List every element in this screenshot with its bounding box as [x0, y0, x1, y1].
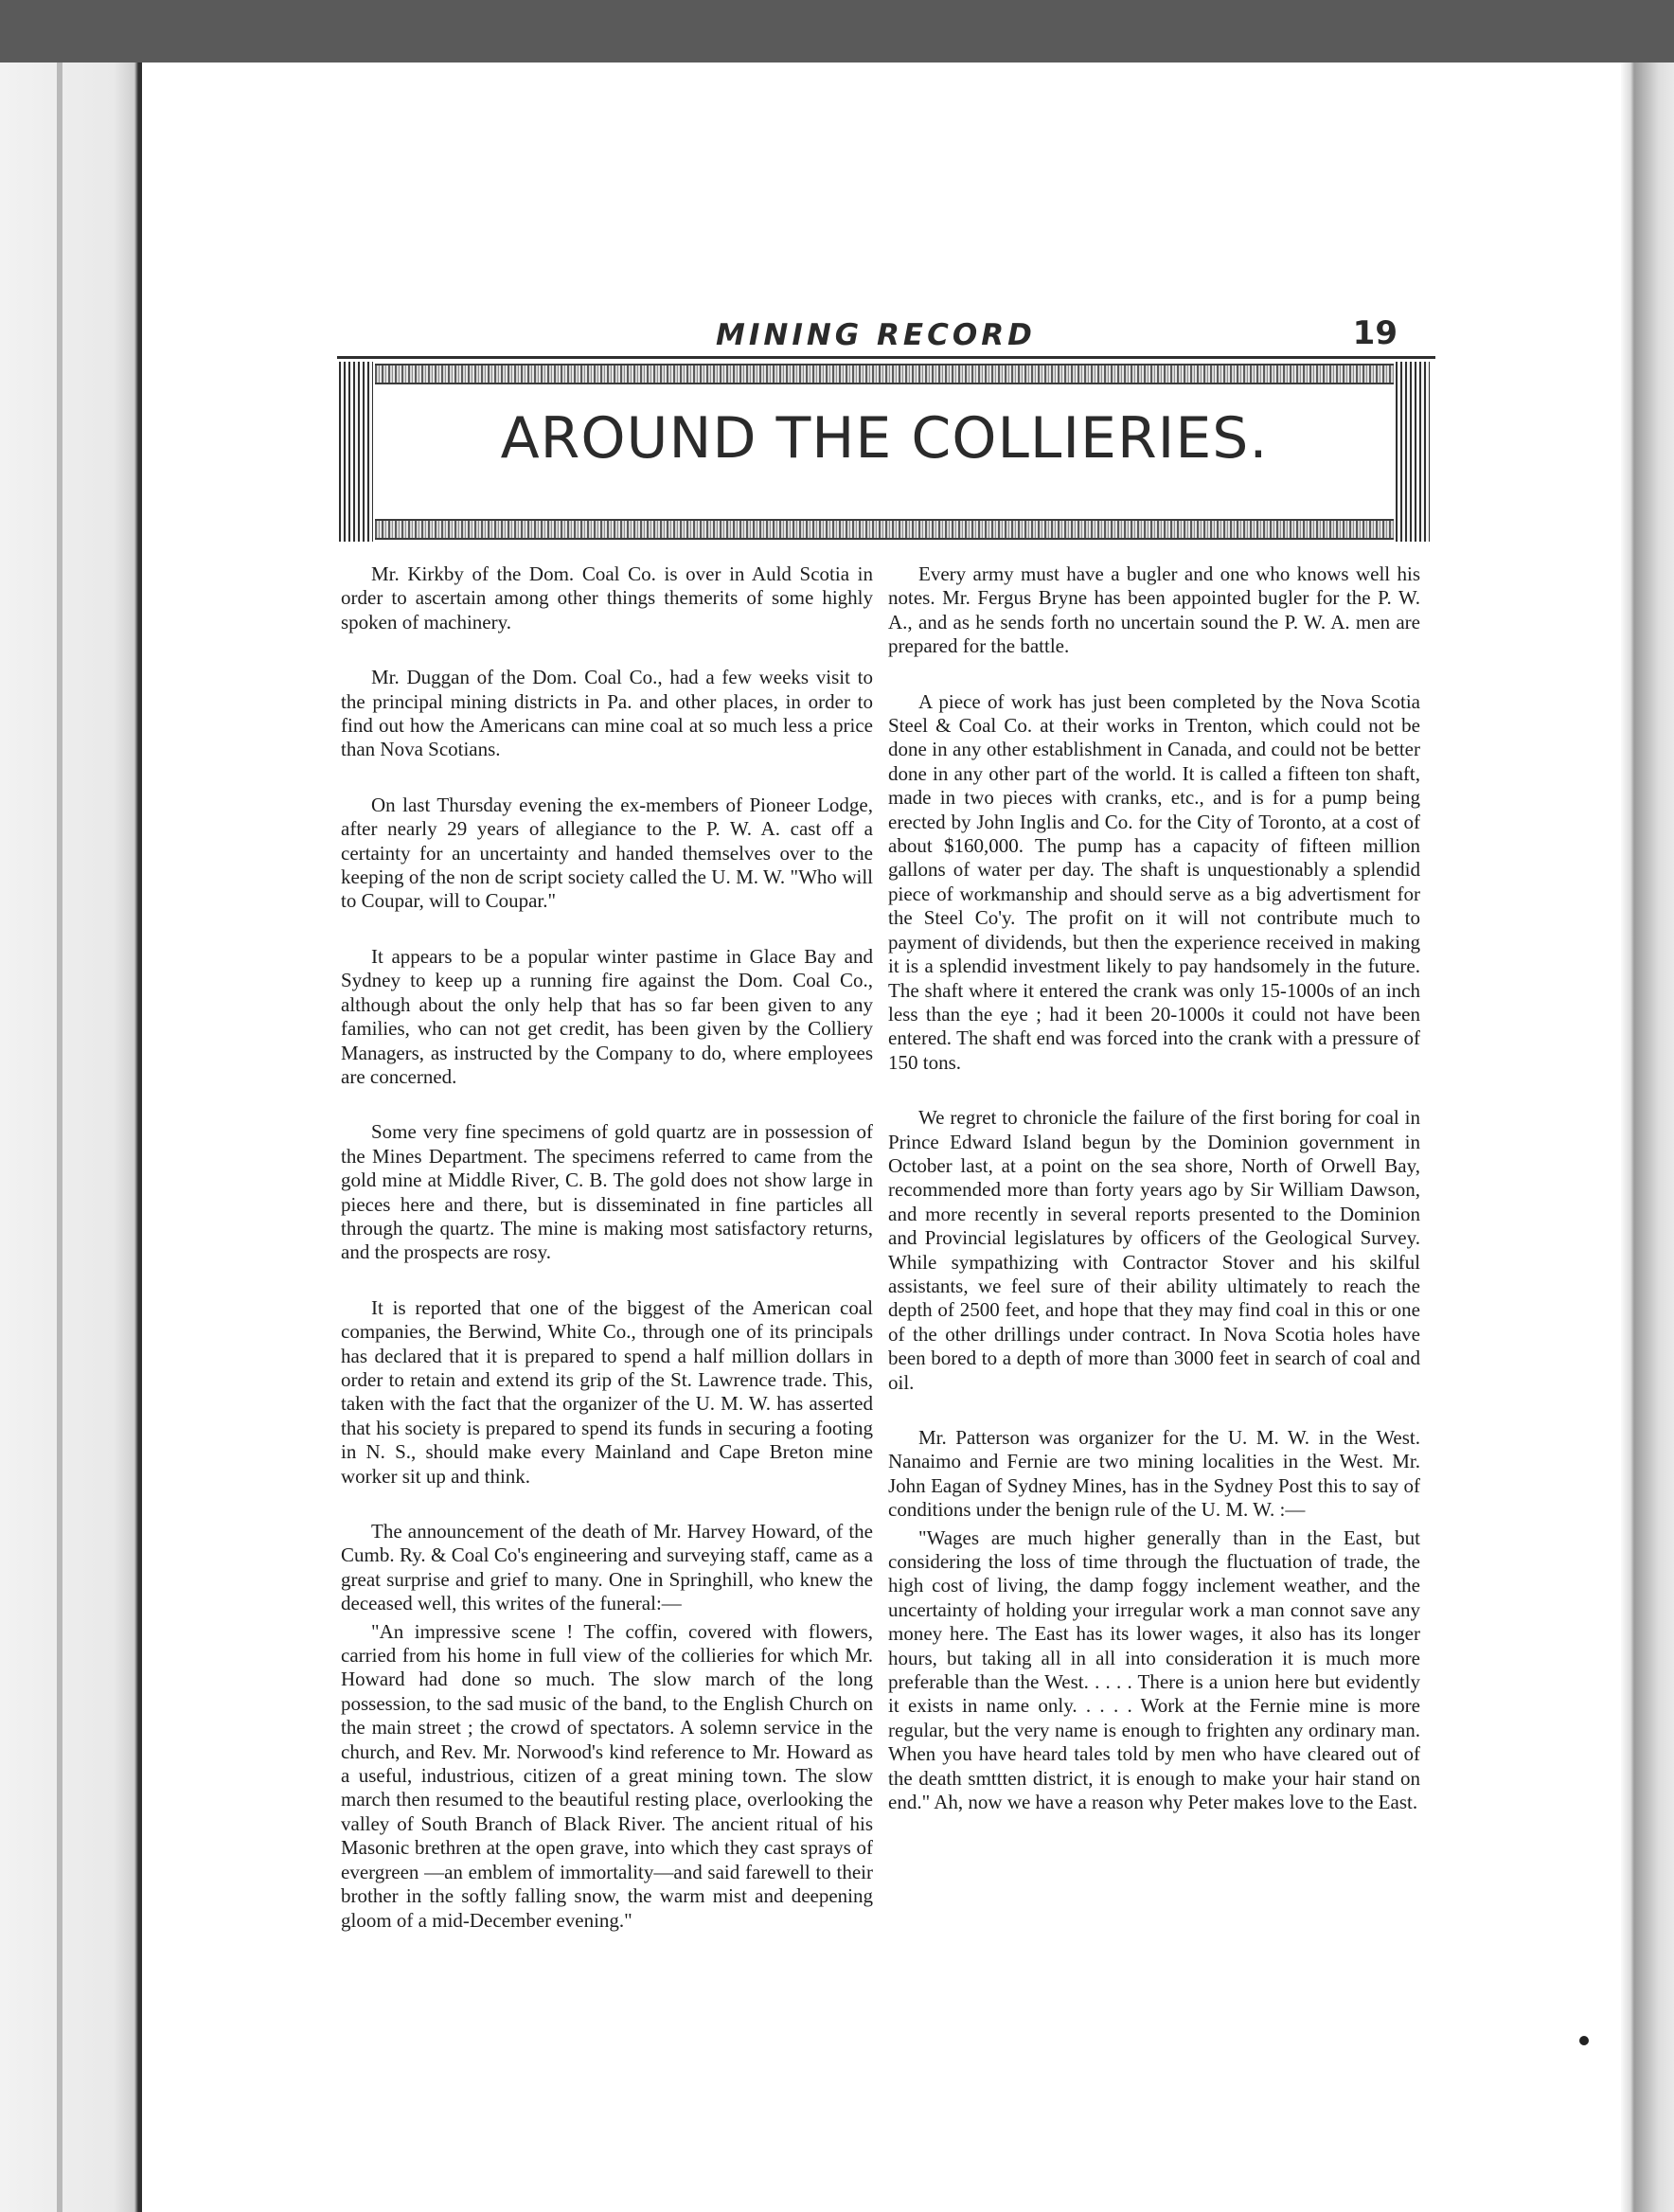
paragraph-kirkby: Mr. Kirkby of the Dom. Coal Co. is over in Auld Scotia in order to ascertain among other things themerits of some highly spoken of machinery. — [341, 562, 873, 633]
paragraph-wages-quote: "Wages are much higher generally than in the East, but considering the loss of time through the fluctuation of trade, the high cost of living, the damp foggy inclement weather, and the uncertainty of holding your irregular work a man connot save any money here. The East has its lower wages, it also has its longer hours, but taking all in all into consideration it is much more preferable than the West. . . . . There is a union here but evidently it exists in name only. . . . . Work at the Fernie mine is more regular, but the very name is enough to frighten any ordinary man. When you have heard tales told by men who have cleared out of the death smttten district, it is enough to make your hair stand on end." Ah, now we have a reason why Peter makes love to the East. — [888, 1525, 1420, 1814]
left-column — [341, 562, 873, 1964]
ink-speck — [1579, 2036, 1589, 2045]
journal-title: MINING RECORD — [716, 318, 1036, 352]
scan-border-top — [0, 0, 1674, 62]
header-rule — [337, 356, 1435, 359]
paragraph-berwind-white: It is reported that one of the biggest of the American coal companies, the Berwind, White Co., through one of its principals has declared that it is prepared to spend a half million dollars in order to retain and extend its grip of the St. Lawrence trade. This, taken with the fact that the organizer of the U. M. W. has asserted that his society is prepared to spend its funds in securing a footing in N. S., should make every Mainland and Cape Breton mine worker sit up and think. — [341, 1295, 873, 1488]
banner-post-left — [339, 362, 373, 542]
banner-post-right — [1396, 362, 1430, 542]
book-spine — [57, 62, 62, 2212]
paragraph-duggan: Mr. Duggan of the Dom. Coal Co., had a few weeks visit to the principal mining districts in Pa. and other places, in order to find out how the Americans can mine coal at so much less a price than Nova Scotians. — [341, 666, 873, 761]
page-number: 19 — [1352, 314, 1398, 352]
paragraph-funeral-quote: "An impressive scene ! The coffin, covered with flowers, carried from his home in full view of the collieries for which Mr. Howard had done so much. The slow march of the long possession, to the sad music of the band, to the English Church on the main street ; the crowd of spectators. A solemn service in the church, and Rev. Mr. Norwood's kind reference to Mr. Howard as a useful, industrious, citizen of a great mining town. The slow march then resumed to the beautiful resting place, overlooking the valley of South Branch of Black River. The ancient ritual of his Masonic brethren at the open grave, into which they cast sprays of evergreen —an emblem of immortality—and said farewell to their brother in the softly falling snow, the warm mist and deepening gloom of a mid-December evening." — [341, 1619, 873, 1932]
section-banner — [339, 362, 1430, 542]
banner-band-top — [375, 364, 1394, 384]
paragraph-gold-quartz: Some very fine specimens of gold quartz are in possession of the Mines Department. The specimens referred to came from the gold mine at Middle River, C. B. The gold does not show large in pieces here and there, but is disseminated in fine particles all through the quartz. The mine is making most satisfactory returns, and the prospects are rosy. — [341, 1120, 873, 1264]
paragraph-fifteen-ton-shaft: A piece of work has just been completed by the Nova Scotia Steel & Coal Co. at their works in Trenton, which could not be done in any other establishment in Canada, and could not be better done in any other part of the world. It is called a fifteen ton shaft, made in two pieces with cranks, etc., and is for a pump being erected by John Inglis and Co. for the City of Toronto, at a cost of about $160,000. The pump has a capacity of fifteen million gallons of water per day. The shaft is unquestionably a splendid piece of workmanship and should serve as a big advertisment for the Steel Co'y. The profit on it will not contribute much to payment of dividends, but then the experience received in making it is a splendid investment likely to pay handsomely in the future. The shaft where it entered the crank was only 15-1000s of an inch less than the eye ; had it been 20-1000s it could not have been entered. The shaft end was forced into the crank with a pressure of 150 tons. — [888, 689, 1420, 1074]
running-head — [337, 314, 1435, 356]
paragraph-pei-boring: We regret to chronicle the failure of the first boring for coal in Prince Edward Island begun by the Dominion government in October last, at a point on the sea shore, North of Orwell Bay, recommended more than forty years ago by Sir William Dawson, and more recently in several reports presented to the Dominion and Provincial legislatures by officers of the Geological Survey. While sympathizing with Contractor Stover and his skilful assistants, we feel sure of their ability ultimately to reach the depth of 2500 feet, and hope that they may find coal in this or one of the other drillings under contract. In Nova Scotia holes have been bored to a depth of more than 3000 feet in search of coal and oil. — [888, 1106, 1420, 1394]
paragraph-bugler: Every army must have a bugler and one who knows well his notes. Mr. Fergus Bryne has been appointed bugler for the P. W. A., and as he sends forth no uncertain sound the P. W. A. men are prepared for the battle. — [888, 562, 1420, 658]
paragraph-glace-bay: It appears to be a popular winter pastime in Glace Bay and Sydney to keep up a running fire against the Dom. Coal Co., although about the only help that has so far been given to any families, who can not get credit, has been given by the Colliery Managers, as instructed by the Company to do, where employees are concerned. — [341, 944, 873, 1088]
page-gutter — [0, 62, 142, 2212]
paragraph-harvey-howard: The announcement of the death of Mr. Harvey Howard, of the Cumb. Ry. & Coal Co's engineering and surveying staff, came as a great surprise and grief to many. One in Springhill, who knew the deceased well, this writes of the funeral:— — [341, 1520, 873, 1615]
paragraph-patterson: Mr. Patterson was organizer for the U. M. W. in the West. Nanaimo and Fernie are two mining localities in the West. Mr. John Eagan of Sydney Mines, has in the Sydney Post this to say of conditions under the benign rule of the U. M. W. :— — [888, 1426, 1420, 1522]
page-edge — [1621, 62, 1674, 2212]
banner-band-bottom — [375, 519, 1394, 540]
section-title: AROUND THE COLLIERIES. — [500, 405, 1269, 472]
right-column — [888, 562, 1420, 1846]
paragraph-pioneer-lodge: On last Thursday evening the ex-members of Pioneer Lodge, after nearly 29 years of allegiance to the P. W. A. cast off a certainty for an uncertainty and handed themselves over to the keeping of the non de script society called the U. M. W. "Who will to Coupar, will to Coupar." — [341, 793, 873, 913]
